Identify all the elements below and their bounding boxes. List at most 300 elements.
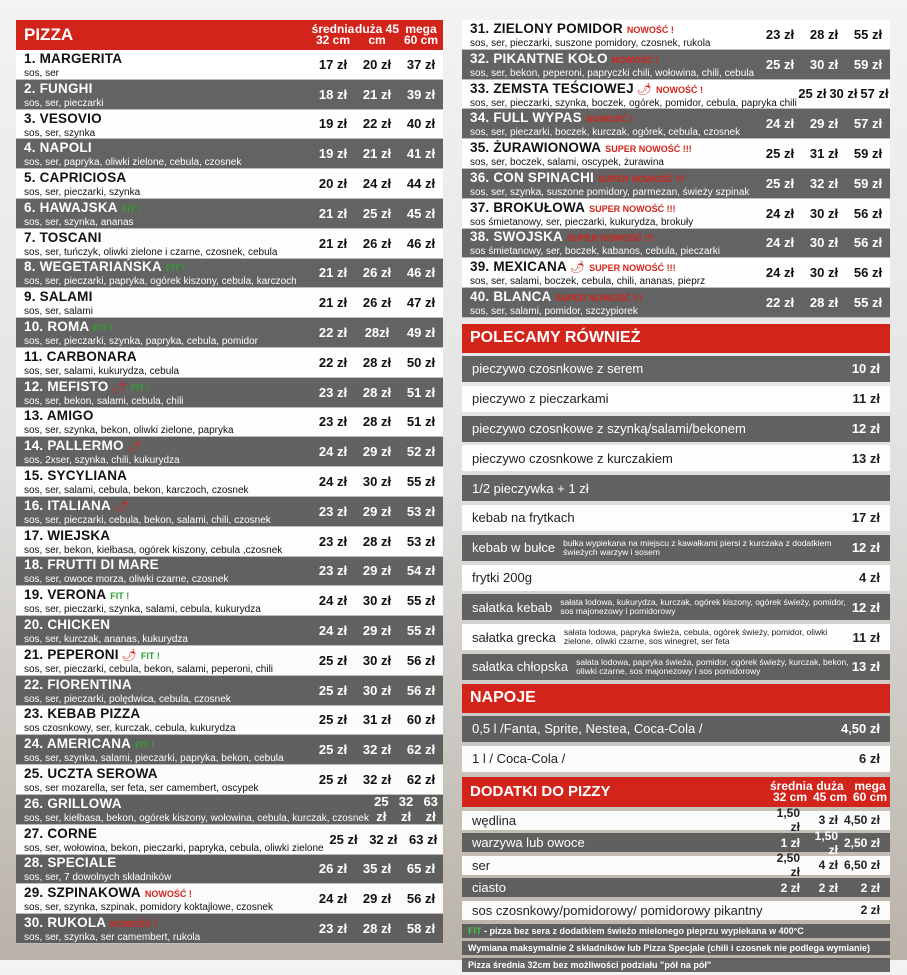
pizza-ingredients: sos, ser, pieczarki, polędwica, cebula, czosnek [24, 693, 231, 705]
polecamy-label: pieczywo czosnkowe z serem [472, 361, 644, 377]
pizza-price: 29 zł [362, 563, 392, 579]
pizza-name: 1. MARGERITA [24, 50, 123, 66]
pizza-row [16, 437, 443, 467]
pizza-ingredients: sos, ser, tuńczyk, oliwki zielone i czarne, czosnek, cebula [24, 246, 278, 258]
pizza-name-line [24, 437, 311, 455]
pizza-name: 22. FIORENTINA [24, 676, 132, 692]
pizza-ingredients: sos, ser, wołowina, bekon, pieczarki, papryka, cebula, oliwki zielone [24, 842, 324, 854]
pizza-info [462, 139, 758, 168]
polecamy-desc: bułka wypiekana na miejscu z kawałkami piersi z kurczaka z dodatkiem świeżych warzyw i sosem [563, 537, 832, 557]
dodatki-title: DODATKI DO PIZZY [470, 783, 611, 801]
pizza-price: 28 zł [809, 26, 839, 42]
pizza-name: 39. MEXICANA [470, 259, 567, 275]
polecamy-row [462, 535, 890, 561]
pizza-price: 57 zł [853, 116, 883, 132]
pizza-ingredients: sos, ser, pieczarki, szynka [24, 187, 141, 199]
pizza-price: 56 zł [853, 205, 883, 221]
napoje-label: 0,5 l /Fanta, Sprite, Nestea, Coca-Cola / [472, 721, 703, 737]
polecamy-label: kebab w bułce [472, 540, 556, 556]
pizza-price: 28 zł [362, 354, 392, 370]
dodatki-price: 3 zł [818, 813, 838, 828]
dodatki-label: ser [472, 857, 491, 873]
pizza-price: 21 zł [318, 295, 348, 311]
pizza-row [16, 706, 443, 736]
pizza-row [16, 527, 443, 557]
pizza-name: 35. ŻURAWIONOWA [470, 140, 602, 156]
polecamy-list [462, 356, 890, 680]
pizza-ingredients: sos, ser, kurczak, ananas, kukurydza [24, 634, 188, 646]
pizza-tag: SUPER NOWOŚĆ !!! [589, 203, 676, 214]
pizza-price: 24 zł [362, 176, 392, 192]
pizza-price: 24 zł [765, 116, 795, 132]
pizza-ingredients: sos, ser, pieczarki, cebula, bekon, salami, peperoni, chili [24, 663, 274, 675]
polecamy-row [462, 594, 890, 620]
pizza-row [16, 80, 443, 110]
pizza-info [16, 139, 311, 168]
pizza-price: 59 zł [853, 146, 883, 162]
pizza-price: 25 zł [318, 712, 348, 728]
napoje-header [462, 684, 890, 713]
pizza-price: 46 zł [406, 235, 436, 251]
pizza-price: 30 zł [362, 682, 392, 698]
pizza-price: 26 zł [362, 295, 392, 311]
pizza-price: 30 zł [809, 265, 839, 281]
pizza-ingredients: sos, ser, szynka, suszone pomidory, parmezan, świeży szpinak [470, 186, 750, 198]
pizza-price: 20 zł [362, 56, 392, 72]
pizza-row [16, 408, 443, 438]
pizza-list-2 [462, 20, 890, 318]
pizza-price: 30 zł [829, 86, 858, 102]
pizza-row [462, 109, 890, 139]
pizza-info [462, 199, 758, 228]
pizza-name-line [470, 109, 758, 127]
pizza-name-line [24, 497, 311, 515]
polecamy-price: 12 zł [851, 421, 880, 437]
pizza-ingredients: sos, ser, owoce morza, oliwki czarne, czosnek [24, 574, 229, 586]
pizza-name-line [24, 258, 311, 276]
pizza-price: 25 zł [318, 742, 348, 758]
pizza-name: 29. SZPINAKOWA [24, 885, 141, 901]
pizza-price: 30 zł [809, 56, 839, 72]
pizza-info [16, 497, 311, 526]
pizza-price: 44 zł [406, 176, 436, 192]
polecamy-label: 1/2 pieczywka + 1 zł [472, 480, 589, 496]
pizza-name-line [24, 616, 311, 634]
pizza-price: 22 zł [362, 116, 392, 132]
pizza-info [16, 110, 311, 139]
pizza-name-line [470, 20, 758, 38]
napoje-price: 4,50 zł [840, 721, 880, 737]
pizza-price: 24 zł [318, 623, 348, 639]
pizza-name-line [24, 735, 311, 753]
pizza-row [16, 586, 443, 616]
pizza-name: 20. CHICKEN [24, 617, 111, 633]
pizza-name-line [470, 228, 758, 246]
pizza-name-line [24, 407, 311, 425]
polecamy-row [462, 654, 890, 680]
pizza-price: 22 zł [318, 354, 348, 370]
pizza-price: 21 zł [362, 86, 392, 102]
napoje-label: 1 l / Coca-Cola / [472, 751, 566, 767]
pizza-price: 24 zł [318, 474, 348, 490]
pizza-price: 21 zł [318, 205, 348, 221]
pizza-ingredients: sos, ser, szynka, szpinak, pomidory koktajlowe, czosnek [24, 902, 273, 914]
pizza-price: 25 zł [765, 146, 795, 162]
pizza-price: 22 zł [318, 325, 348, 341]
pizza-price: 55 zł [853, 295, 883, 311]
pizza-name: 27. CORNE [24, 825, 98, 841]
pizza-price: 25 zł [329, 831, 358, 847]
note-replace: Wymiana maksymalnie 2 składników lub Pizza Specjale (chili i czosnek nie podlega wymianie) [462, 941, 890, 955]
pizza-price: 25 zł [318, 772, 348, 788]
note-fit-tag: FIT [468, 925, 482, 936]
pizza-name-line [24, 199, 311, 217]
dod-size-mega: mega 60 cm [852, 778, 888, 804]
polecamy-price: 12 zł [851, 599, 880, 615]
size-mega: mega 60 cm [403, 22, 439, 47]
napoje-row [462, 716, 890, 742]
pizza-info [16, 735, 311, 764]
pizza-name: 23. KEBAB PIZZA [24, 706, 141, 722]
pizza-ingredients: sos, ser, pieczarki, szynka, salami, cebula, kukurydza [24, 604, 261, 616]
pizza-row [16, 229, 443, 259]
pizza-row [16, 795, 443, 825]
left-column [16, 0, 443, 944]
polecamy-row [462, 416, 890, 442]
pizza-price: 17 zł [318, 56, 348, 72]
size-medium: średnia 32 cm [311, 22, 355, 47]
pizza-info [16, 229, 311, 258]
pizza-row [16, 318, 443, 348]
pizza-info [16, 258, 311, 287]
pizza-price: 56 zł [406, 891, 436, 907]
pizza-price: 23 zł [765, 26, 795, 42]
pizza-ingredients: sos, ser, pieczarki, papryka, ogórek kiszony, cebula, karczoch [24, 276, 297, 288]
pizza-name: 28. SPECIALE [24, 855, 117, 871]
polecamy-label: sałatka chłopska [472, 659, 569, 675]
pizza-tag: SUPER NOWOŚĆ !!! [566, 233, 654, 244]
pizza-price: 60 zł [406, 712, 436, 728]
pizza-info [16, 50, 311, 79]
pizza-price: 55 zł [853, 26, 883, 42]
pizza-price: 49 zł [406, 325, 436, 341]
dod-size-medium: średnia 32 cm [770, 778, 813, 804]
pizza-info [16, 884, 311, 913]
pizza-row [16, 497, 443, 527]
pizza-title: PIZZA [24, 25, 74, 44]
pizza-price: 24 zł [318, 891, 348, 907]
pizza-ingredients: sos śmietanowy, ser, pieczarki, kukurydza, brokuły [470, 216, 694, 228]
dodatki-price: 1 zł [780, 835, 800, 850]
pizza-price: 55 zł [406, 593, 436, 609]
pizza-row [16, 855, 443, 885]
pizza-price: 21 zł [318, 235, 348, 251]
pizza-name: 24. AMERICANA [24, 736, 132, 752]
pizza-name: 4. NAPOLI [24, 140, 92, 156]
pizza-price: 24 zł [765, 235, 795, 251]
pizza-tag: SUPER NOWOŚĆ !!! [597, 173, 685, 184]
pizza-row [462, 288, 890, 318]
pizza-row [462, 169, 890, 199]
pizza-tag: FIT ! [140, 650, 160, 661]
pizza-price: 30 zł [362, 474, 392, 490]
pizza-ingredients: sos, ser, szynka [24, 127, 96, 139]
pizza-price: 32 zł [369, 831, 398, 847]
pizza-info [16, 795, 369, 824]
pizza-ingredients: sos, ser [24, 67, 60, 79]
pizza-price: 24 zł [765, 265, 795, 281]
pizza-name-line [470, 199, 758, 217]
pizza-name: 10. ROMA [24, 319, 90, 335]
pizza-tag: SUPER NOWOŚĆ !!! [555, 293, 643, 304]
pizza-name-line [470, 258, 758, 276]
pizza-row [16, 288, 443, 318]
polecamy-price: 17 zł [851, 510, 880, 526]
pizza-price: 32 zł [398, 794, 414, 825]
pizza-price: 32 zł [362, 772, 392, 788]
pizza-row [16, 139, 443, 169]
pizza-price: 31 zł [809, 146, 839, 162]
pizza-price: 19 zł [318, 146, 348, 162]
pizza-name: 34. FULL WYPAS [470, 110, 582, 126]
pizza-ingredients: sos, ser, salami, cebula, bekon, karczoch, czosnek [24, 485, 249, 497]
pizza-tag: NOWOŚĆ ! [144, 889, 192, 900]
pizza-price: 30 zł [809, 205, 839, 221]
pizza-price: 25 zł [798, 86, 827, 102]
pizza-name-line [24, 169, 311, 187]
pizza-name: 36. CON SPINACHI [470, 169, 594, 185]
dodatki-row [462, 878, 890, 897]
pizza-price: 53 zł [406, 533, 436, 549]
polecamy-desc: sałata lodowa, papryka świeża, pomidor, ogórek świeży, kurczak, bekon, oliwki czarne, sos majonezowy i sos pomidorowy [576, 656, 849, 676]
pizza-ingredients: sos, ser, pieczarki, cebula, bekon, salami, chili, czosnek [24, 514, 271, 526]
pizza-ingredients: sos, ser, szynka, ananas [24, 216, 134, 228]
pizza-price: 55 zł [406, 474, 436, 490]
polecamy-label: pieczywo czosnkowe z kurczakiem [472, 450, 673, 466]
dodatki-row [462, 806, 890, 835]
pizza-ingredients: sos, ser, pieczarki, szynka, papryka, cebula, pomidor [24, 336, 258, 348]
pizza-info [16, 527, 311, 556]
pizza-price: 51 zł [406, 414, 436, 430]
pizza-tag: FIT ! [93, 323, 113, 334]
note-fit-text: - pizza bez sera z dodatkiem świeżo mielonego pieprzu wypiekana w 400°C [481, 925, 804, 936]
polecamy-label: sałatka kebab [472, 599, 553, 615]
pizza-info [462, 80, 797, 109]
pizza-info [16, 437, 311, 466]
pizza-ingredients: sos, ser, pieczarki [24, 97, 104, 109]
polecamy-header [462, 324, 890, 353]
pizza-price: 29 zł [362, 444, 392, 460]
pizza-name: 30. RUKOLA [24, 915, 107, 931]
sos-row [462, 901, 890, 920]
pizza-price: 26 zł [318, 861, 348, 877]
pizza-row [16, 676, 443, 706]
pizza-price: 57 zł [860, 86, 889, 102]
pizza-price: 21 zł [318, 265, 348, 281]
pizza-price: 25 zł [765, 56, 795, 72]
pizza-tag: FIT ! [165, 263, 185, 274]
pizza-price: 52 zł [406, 444, 436, 460]
polecamy-label: pieczywo z pieczarkami [472, 391, 609, 407]
pizza-price: 58 zł [406, 921, 436, 936]
polecamy-price: 11 zł [852, 391, 880, 407]
pizza-name: 37. BROKUŁOWA [470, 199, 586, 215]
pizza-name-line [24, 110, 311, 128]
pizza-row [462, 229, 890, 259]
dodatki-price: 1,50 zł [776, 806, 800, 835]
polecamy-price: 12 zł [851, 540, 880, 556]
pizza-ingredients: sos, ser, pieczarki, suszone pomidory, czosnek, rukola [470, 37, 711, 49]
pizza-name-line [470, 80, 797, 98]
pizza-price: 62 zł [406, 742, 436, 758]
pizza-row [462, 50, 890, 80]
dodatki-price: 2,50 zł [776, 851, 800, 880]
pizza-info [16, 80, 311, 109]
pizza-name: 6. HAWAJSKA [24, 199, 118, 215]
napoje-title: NAPOJE [470, 689, 536, 707]
pizza-row [462, 199, 890, 229]
pizza-ingredients: sos, ser, szynka, ser camembert, rukola [24, 932, 201, 944]
pizza-name-line [24, 318, 311, 336]
pizza-ingredients: sos, ser, papryka, oliwki zielone, cebula, czosnek [24, 157, 242, 169]
pizza-info [16, 914, 311, 943]
dodatki-row [462, 851, 890, 880]
pizza-name-line [24, 854, 311, 872]
pizza-name-line [24, 884, 311, 902]
chili-pepper-icon: 🌶 [113, 498, 130, 513]
pizza-price: 23 zł [318, 563, 348, 579]
pizza-price: 53 zł [406, 503, 436, 519]
pizza-name: 3. VESOVIO [24, 110, 102, 126]
polecamy-price: 13 zł [851, 659, 880, 675]
pizza-ingredients: sos, ser, salami [24, 306, 93, 318]
dodatki-price: 2,50 zł [843, 835, 880, 850]
pizza-name-line [470, 50, 758, 68]
pizza-price: 31 zł [362, 712, 392, 728]
pizza-price: 30 zł [809, 235, 839, 251]
pizza-ingredients: sos, ser, salami, kukurydza, cebula [24, 365, 180, 377]
pizza-info [16, 854, 311, 883]
pizza-name-line [24, 676, 311, 694]
polecamy-label: kebab na frytkach [472, 510, 575, 526]
pizza-price: 41 zł [406, 146, 436, 162]
pizza-price: 29 zł [362, 623, 392, 639]
polecamy-price: 13 zł [851, 450, 880, 466]
polecamy-desc: sałata lodowa, papryka świeża, cebula, ogórek świeży, pomidor, oliwki zielone, oliwki czarne, sos winegret, ser feta [563, 627, 828, 647]
pizza-info [16, 646, 311, 675]
pizza-name: 21. PEPERONI [24, 646, 119, 662]
pizza-tag: NOWOŚĆ ! [585, 114, 633, 125]
note-fit [462, 924, 890, 938]
dodatki-price: 1,50 zł [814, 828, 838, 857]
pizza-row [16, 557, 443, 587]
pizza-price: 56 zł [406, 682, 436, 698]
pizza-name: 16. ITALIANA [24, 497, 111, 513]
pizza-price: 24 zł [765, 205, 795, 221]
pizza-ingredients: sos, ser, szynka, salami, pieczarki, papryka, bekon, cebula [24, 753, 284, 765]
pizza-price: 20 zł [318, 176, 348, 192]
pizza-info [16, 676, 311, 705]
pizza-name-line [24, 646, 311, 664]
pizza-price: 26 zł [362, 235, 392, 251]
pizza-tag: NOWOŚĆ ! [656, 84, 704, 95]
pizza-ingredients: sos, ser, szynka, bekon, oliwki zielone, papryka [24, 425, 234, 437]
pizza-row [16, 914, 443, 944]
pizza-ingredients: sos, ser, 7 dowolnych składników [24, 872, 172, 884]
pizza-name: 38. SWOJSKA [470, 229, 563, 245]
napoje-list [462, 716, 890, 772]
pizza-info [16, 616, 311, 645]
pizza-tag: SUPER NOWOŚĆ !!! [605, 144, 692, 155]
pizza-tag: NOWOŚĆ ! [611, 54, 659, 65]
pizza-price: 63 zł [423, 794, 438, 825]
pizza-name-line [24, 80, 311, 98]
pizza-row [16, 467, 443, 497]
pizza-info [16, 825, 324, 854]
pizza-tag: NOWOŚĆ ! [110, 919, 158, 930]
pizza-name: 19. VERONA [24, 587, 107, 603]
pizza-price: 32 zł [362, 742, 392, 758]
pizza-price: 54 zł [406, 563, 436, 579]
pizza-name-line [24, 348, 311, 366]
pizza-ingredients: sos, ser mozarella, ser feta, ser camembert, oscypek [24, 783, 259, 795]
pizza-ingredients: sos, ser, bekon, peperoni, papryczki chili, wołowina, chili, cebula [470, 67, 755, 79]
pizza-price: 56 zł [853, 235, 883, 251]
pizza-row [16, 378, 443, 408]
pizza-price: 24 zł [318, 593, 348, 609]
pizza-info [462, 169, 758, 198]
pizza-name-line [24, 467, 311, 485]
pizza-price: 51 zł [406, 384, 436, 400]
pizza-info [16, 348, 311, 377]
pizza-info [16, 199, 311, 228]
pizza-name-line [24, 825, 324, 843]
pizza-info [16, 705, 311, 734]
pizza-ingredients: sos, ser, pieczarki, szynka, boczek, ogórek, pomidor, cebula, papryka chili [470, 97, 797, 109]
pizza-name-line [24, 705, 311, 723]
pizza-name: 25. UCZTA SEROWA [24, 766, 158, 782]
chili-pepper-icon: 🌶 [126, 439, 142, 454]
pizza-name-line [24, 556, 311, 574]
pizza-row [16, 259, 443, 289]
dodatki-label: wędlina [472, 812, 517, 828]
pizza-info [16, 556, 311, 585]
pizza-price: 23 zł [318, 384, 348, 400]
pizza-price: 25 zł [318, 652, 348, 668]
pizza-price: 47 zł [406, 295, 436, 311]
pizza-info [462, 50, 758, 79]
pizza-info [16, 288, 311, 317]
pizza-price: 28 zł [362, 414, 392, 430]
pizza-price: 25 zł [374, 794, 389, 825]
pizza-tag: FIT ! [135, 740, 155, 751]
pizza-name-line [24, 50, 311, 68]
pizza-name: 7. TOSCANI [24, 229, 102, 245]
pizza-row [16, 348, 443, 378]
pizza-name: 15. SYCYLIANA [24, 468, 128, 484]
polecamy-label: sałatka grecka [472, 629, 556, 645]
note-split: Pizza średnia 32cm bez możliwości podziału "pół na pół" [462, 958, 890, 972]
pizza-price: 30 zł [362, 652, 392, 668]
polecamy-price: 11 zł [852, 629, 880, 645]
pizza-price: 23 zł [318, 414, 348, 430]
sos-price: 2 zł [860, 903, 880, 918]
pizza-name-line [24, 586, 311, 604]
pizza-info [16, 407, 311, 436]
pizza-price: 56 zł [853, 265, 883, 281]
pizza-info [462, 109, 758, 138]
pizza-name: 9. SALAMI [24, 289, 93, 305]
